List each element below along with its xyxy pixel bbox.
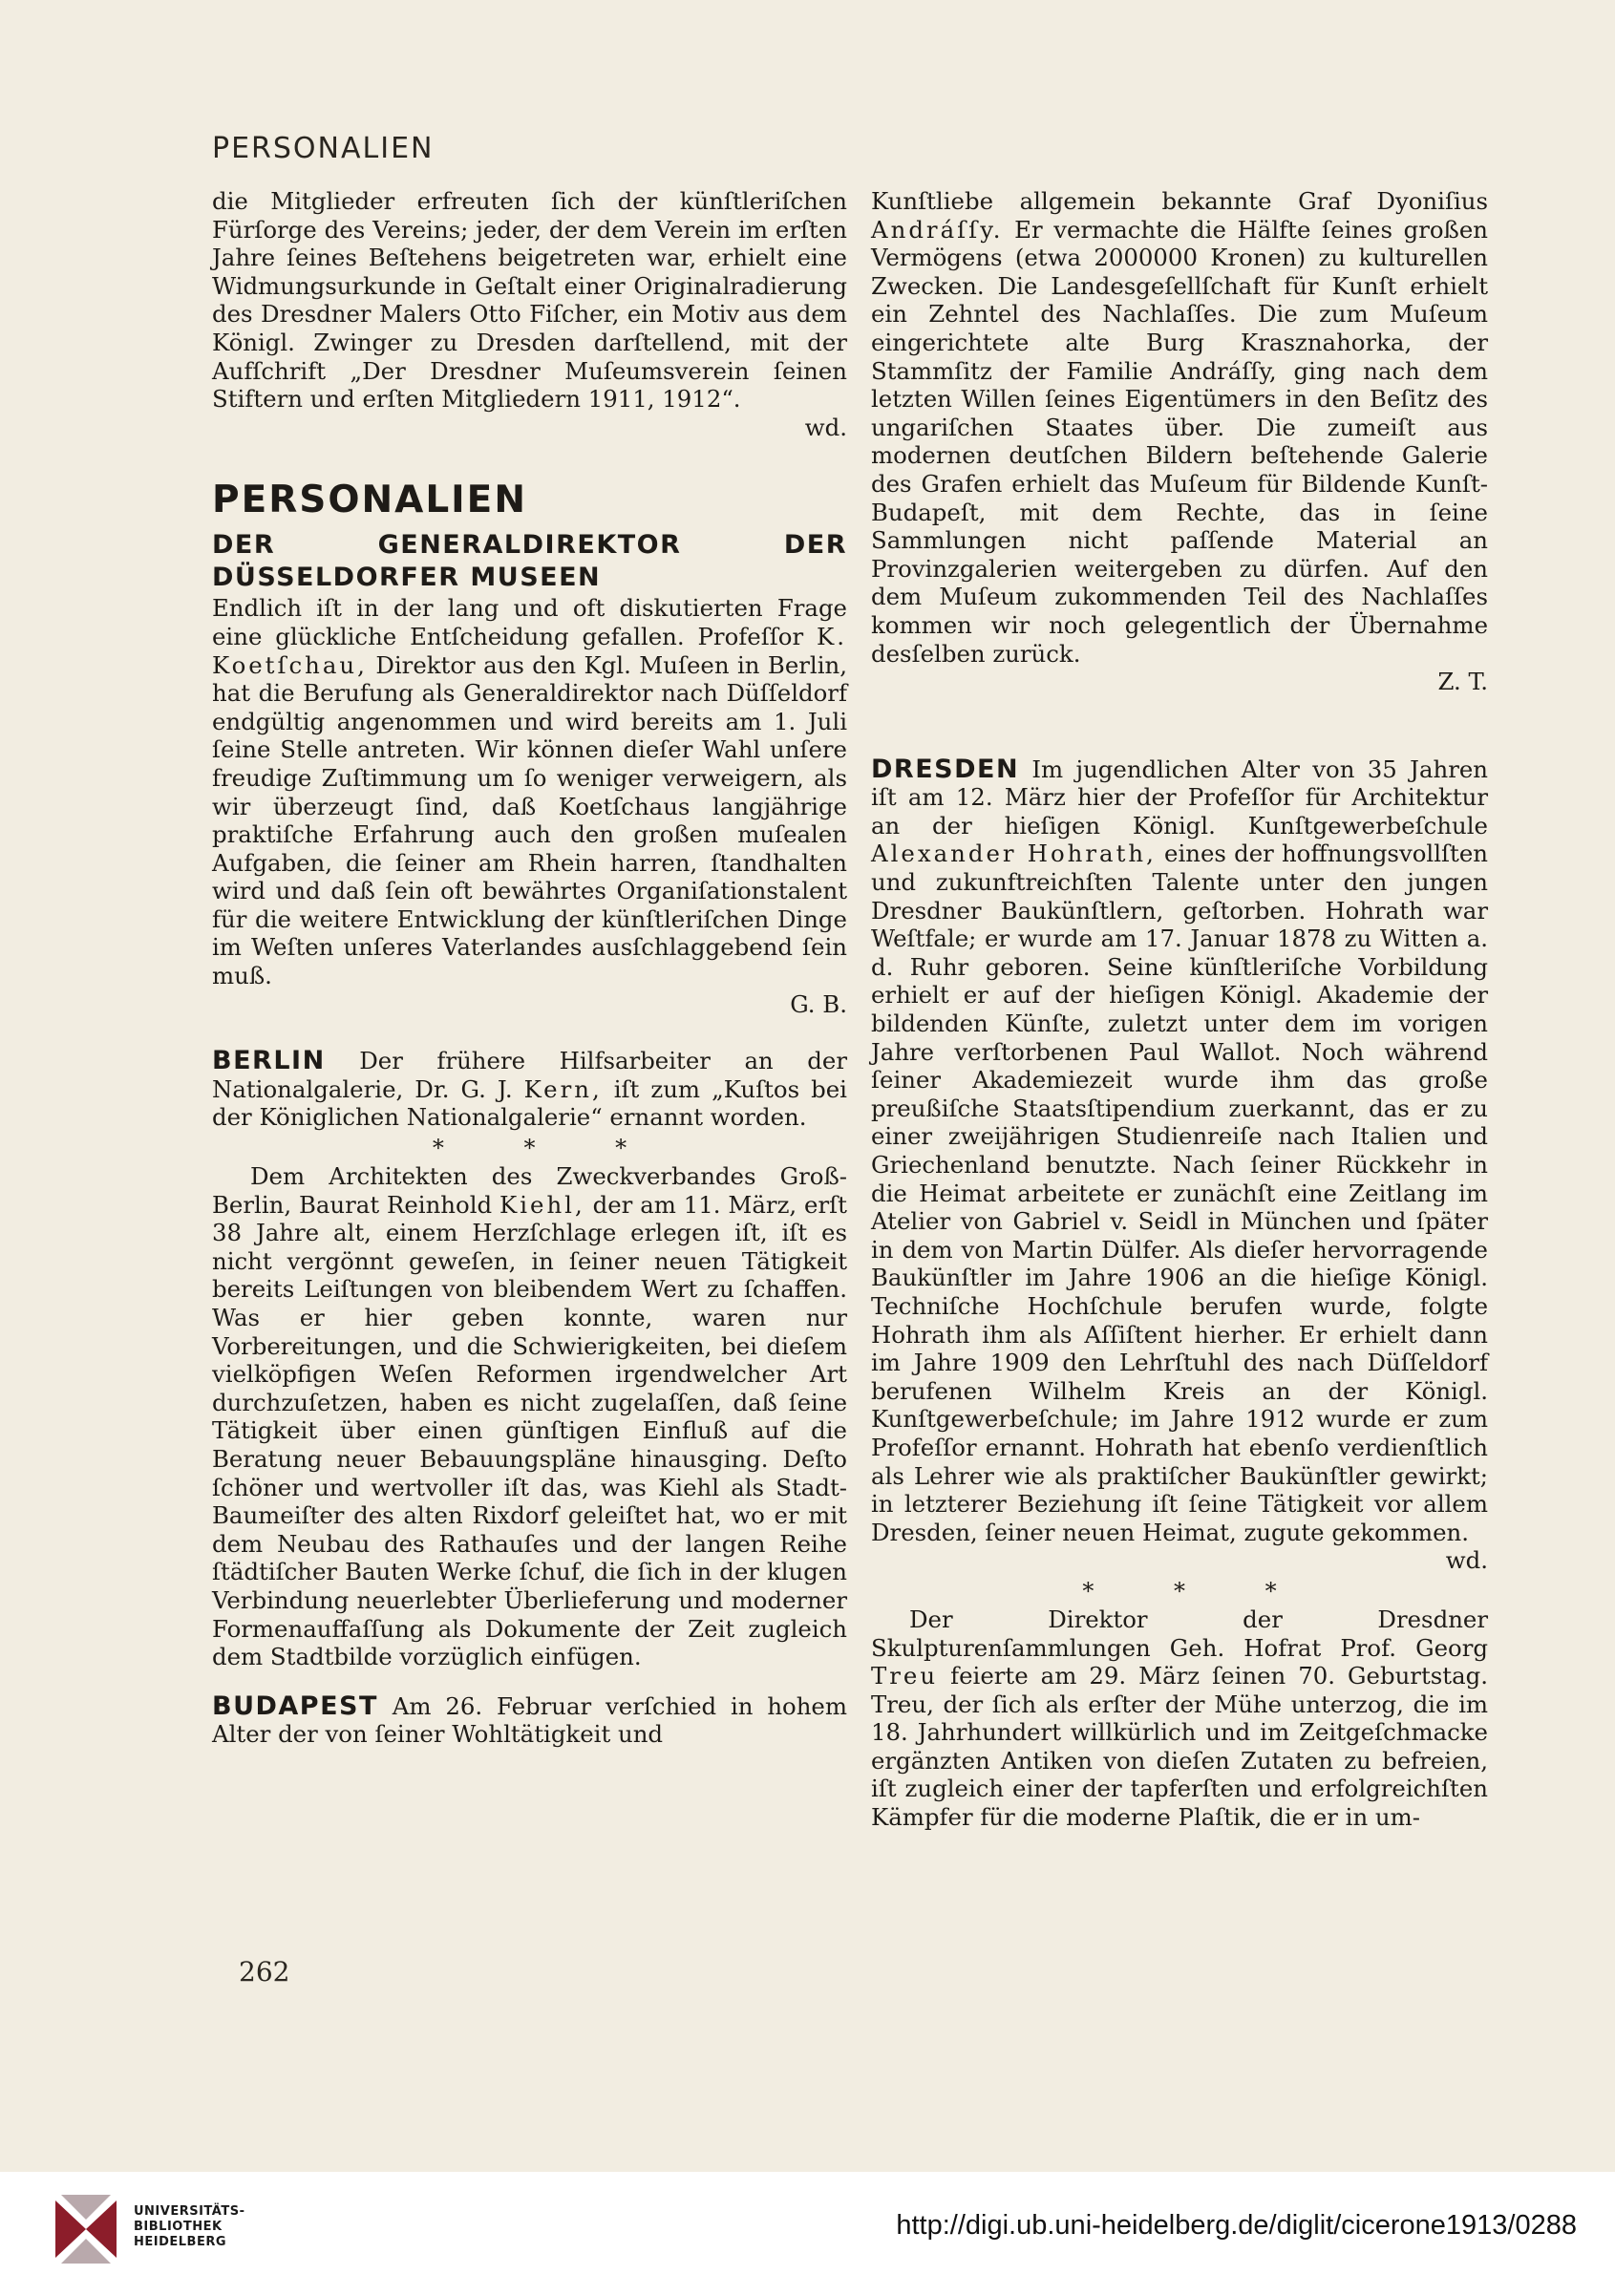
- treu-name: Treu: [871, 1662, 939, 1690]
- budapest-text-b: Er vermachte die Hälfte ſeines großen Vermögens (etwa 2000000 Kronen) zu kulturellen Zwecken. Die Landesgeſellſchaft für Kunſt erhielt ein Zehntel des Nachlaſſes. Die zum Muſeum eingerichtete alte Burg Krasznahorka, der Stammſitz der Familie Andráſſy, ging nach dem letzten Willen ſeines Eigentümers in den Beſitz des ungariſchen Staates über. Die zumeiſt aus modernen deutſchen Bildern beſtehende Galerie des Grafen erhielt das Muſeum für Bildende Kunſt-Budapeſt, mit dem Rechte, das in ſeine Sammlungen nicht paſſende Material an Provinzgalerien weitergeben zu dürfen. Auf den dem Muſeum zukommenden Teil des Nachlaſſes kommen wir noch gelegentlich der Übernahme desſelben zurück.: [871, 215, 1488, 668]
- separator-stars-1: * * *: [432, 1135, 664, 1162]
- dusseldorf-text-a: Endlich iſt in der lang und oft diskutierten Frage eine glückliche Entſcheidung gefallen. Profeſſor: [212, 594, 847, 650]
- dresden-name: Alexander Hohrath,: [871, 840, 1157, 868]
- dusseldorf-heading: DER GENERALDIREKTOR DER DÜSSELDORFER MUSEEN: [212, 530, 847, 593]
- berlin-article: [212, 1047, 847, 1132]
- left-column: [212, 187, 847, 1749]
- dresden-article: [871, 755, 1488, 1575]
- intro-text: die Mitglieder erfreuten ſich der künſtleriſchen Fürſorge des Vereins; jeder, der dem Verein im erſten Jahre ſeines Beſtehens beigetreten war, erhielt eine Widmungsurkunde in Geſtalt einer Originalradierung des Dresdner Malers Otto Fiſcher, ein Motiv aus dem Königl. Zwinger zu Dresden darſtellend, mit der Aufſchrift „Der Dresdner Muſeumsverein ſeinen Stiftern und erſten Mitgliedern 1911, 1912“.: [212, 187, 847, 414]
- dusseldorf-signature: G. B.: [790, 989, 847, 1018]
- library-name: [134, 2204, 244, 2250]
- budapest-signature: Z. T.: [1437, 668, 1488, 696]
- berlin-text-b: iſt zum „Kuſtos bei der Königlichen Nationalgalerie“ ernannt worden.: [212, 1074, 847, 1132]
- source-url-link[interactable]: http://digi.ub.uni-heidelberg.de/diglit/cicerone1913/0288: [896, 2210, 1577, 2241]
- library-logo-icon: [48, 2191, 124, 2267]
- berlin-heading: BERLIN: [212, 1046, 326, 1076]
- dusseldorf-name: K. Koetſchau,: [212, 622, 847, 679]
- library-name-line: BIBLIOTHEK: [134, 2220, 223, 2234]
- berlin-text-a: Der frühere Hilfsarbeiter an der Nationalgalerie, Dr. G. J.: [212, 1047, 847, 1103]
- dusseldorf-article: [212, 529, 847, 1018]
- budapest-text: Am 26. Februar verſchied in hohem Alter der von ſeiner Wohltätigkeit und: [212, 1691, 847, 1749]
- dresden-signature: wd.: [1445, 1546, 1488, 1575]
- budapest-article-continued: [871, 187, 1488, 696]
- separator-stars-2: * * *: [1082, 1577, 1313, 1605]
- berlin-name: Kern,: [523, 1074, 603, 1103]
- page-number: 262: [239, 1956, 290, 1988]
- kiehl-article: [212, 1162, 847, 1671]
- intro-paragraph: [212, 187, 847, 441]
- kiehl-name: Kiehl,: [499, 1190, 585, 1219]
- treu-article: [871, 1605, 1488, 1832]
- treu-text-a: Der Direktor der Dresdner Skulpturenſammlungen Geh. Hofrat Prof. Georg: [871, 1605, 1488, 1662]
- budapest-text-a: Kunſtliebe allgemein bekannte Graf Dyoniſius: [871, 187, 1488, 215]
- library-name-line: HEIDELBERG: [134, 2235, 227, 2249]
- intro-signature: wd.: [804, 413, 847, 441]
- section-title: PERSONALIEN: [212, 478, 527, 522]
- dusseldorf-text-b: Direktor aus den Kgl. Muſeen in Berlin, hat die Berufung als Generaldirektor nach Düſſeldorf endgültig angenommen und wird bereits am 1. Juli ſeine Stelle antreten. Wir können dieſer Wahl unſere freudige Zuſtimmung um ſo weniger verweigern, als wir überzeugt ſind, daß Koetſchaus langjährige praktiſche Erfahrung auch den großen muſealen Aufgaben, die ſeiner am Rhein harren, ſtandhalten wird und daß ſein oft bewährtes Organiſationstalent für die weitere Entwicklung der künſtleriſchen Dinge im Weſten unſeres Vaterlandes ausſchlaggebend ſein muß.: [212, 650, 847, 990]
- running-head: PERSONALIEN: [212, 132, 435, 165]
- right-column: [871, 187, 1488, 1832]
- dresden-heading: DRESDEN: [871, 754, 1020, 784]
- budapest-heading: BUDAPEST: [212, 1690, 378, 1721]
- kiehl-text-b: der am 11. März, erſt 38 Jahre alt, einem Herzſchlage erlegen iſt, iſt es nicht vergönnt geweſen, in ſeiner neuen Tätigkeit bereits Leiſtungen von bleibendem Wert zu ſchaffen. Was er hier geben konnte, waren nur Vorbereitungen, und die Schwierigkeiten, bei dieſem vielköpfigen Weſen Reformen irgendwelcher Art durchzuſetzen, haben es nicht zugelaſſen, daß ſeine Tätigkeit über einen günſtigen Einfluß auf die Beratung neuer Bebauungspläne hinausging. Deſto ſchöner und wertvoller iſt das, was Kiehl als Stadt-Baumeiſter des alten Rixdorf geleiſtet hat, wo er mit dem Neubau des Rathauſes und der langen Reihe ſtädtiſcher Bauten Werke ſchuf, die ſich in der klugen Verbindung neuerlebter Überlieferung und moderner Formenauffaſſung als Dokumente der Zeit zugleich dem Stadtbilde vorzüglich einfügen.: [212, 1190, 847, 1671]
- dresden-text-b: eines der hoffnungsvollſten und zukunftreichſten Talente unter den jungen Dresdner Baukünſtlern, geſtorben. Hohrath war Weſtfale; er wurde am 17. Januar 1878 zu Witten a. d. Ruhr geboren. Seine künſtleriſche Vorbildung erhielt er auf der hieſigen Königl. Akademie der bildenden Künſte, zuletzt unter dem im vorigen Jahre verſtorbenen Paul Wallot. Noch während ſeiner Akademiezeit wurde ihm das große preußiſche Staatsſtipendium zuerkannt, das er zu einer zweijährigen Studienreiſe nach Italien und Griechenland benutzte. Nach ſeiner Rückkehr in die Heimat arbeitete er zunächſt eine Zeitlang im Atelier von Gabriel v. Seidl in München und ſpäter in dem von Martin Dülfer. Als dieſer hervorragende Baukünſtler im Jahre 1906 an die hieſige Königl. Techniſche Hochſchule berufen wurde, folgte Hohrath ihm als Aſſiſtent hierher. Er erhielt dann im Jahre 1909 den Lehrſtuhl des nach Düſſeldorf berufenen Wilhelm Kreis an der Königl. Kunſtgewerbeſchule; im Jahre 1912 wurde er zum Profeſſor ernannt. Hohrath hat ebenſo verdienſtlich als Lehrer wie als praktiſcher Baukünſtler gewirkt; in letzterer Beziehung iſt ſeine Tätigkeit vor allem Dresden, ſeiner neuen Heimat, zugute gekommen.: [871, 840, 1488, 1546]
- treu-text-b: feierte am 29. März ſeinen 70. Geburtstag. Treu, der ſich als erſter der Mühe unterzog, die im 18. Jahrhundert willkürlich und im Zeitgeſchmacke ergänzten Antiken von dieſen Zutaten zu befreien, iſt zugleich einer der tapferſten und erfolgreichſten Kämpfer für die moderne Plaſtik, die er in um-: [871, 1662, 1488, 1832]
- budapest-name: Andráſſy.: [871, 215, 1004, 244]
- library-footer: [0, 2172, 1615, 2296]
- budapest-article-start: [212, 1692, 847, 1749]
- kiehl-text-a: Dem Architekten des Zweckverbandes Groß-Berlin, Baurat Reinhold: [212, 1162, 847, 1219]
- dresden-text-a: Im jugendlichen Alter von 35 Jahren iſt am 12. März hier der Profeſſor für Architektur an der hieſigen Königl. Kunſtgewerbeſchule: [871, 755, 1488, 840]
- library-name-line: UNIVERSITÄTS-: [134, 2204, 245, 2219]
